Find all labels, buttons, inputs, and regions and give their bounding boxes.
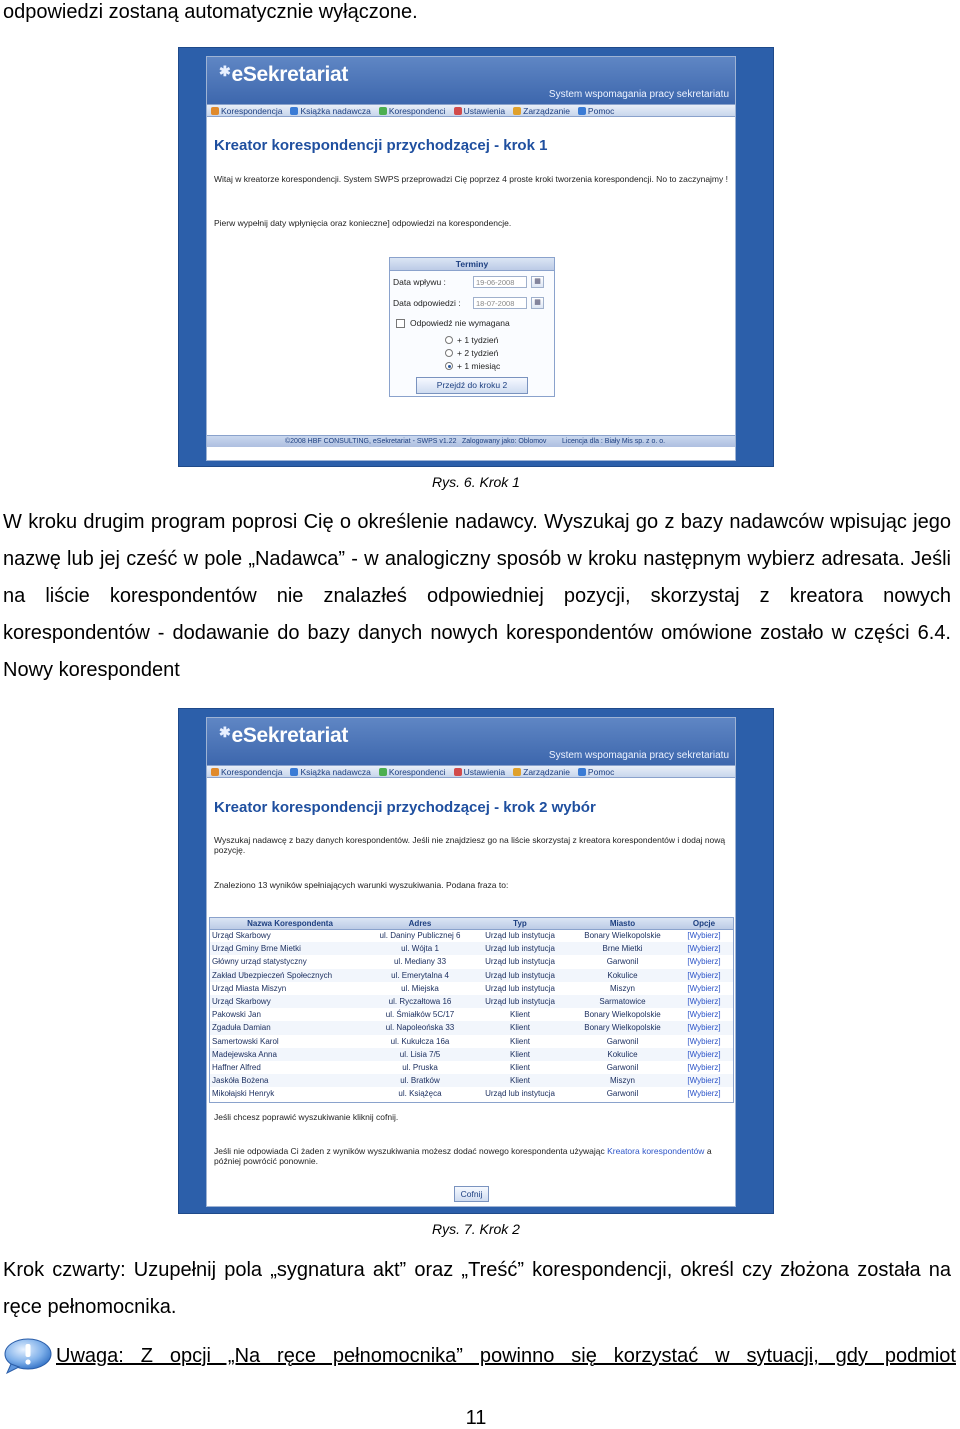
select-link[interactable]: [Wybierz] [687,1010,721,1020]
footer-copyright: ©2008 HBF CONSULTING, eSekretariat - SWPS v1.22 [285,438,457,445]
radio-2-weeks[interactable] [445,349,453,357]
table-cell: Mikołajski Henryk [212,1089,275,1099]
app-footer [207,435,735,447]
table-row [210,929,733,942]
body-paragraph: W kroku drugim program poprosi Cię o określenie nadawcy. Wyszukaj go z bazy nadawców wpisując jego nazwę lub jej cześć w pole „Nadawca” - w analogiczny sposób w kroku następnym wybierz adresata. Jeśli na liście korespondentów nie znalazłeś odpowiedniej pozycji, skorzystaj z kreatora nowych korespondentów - dodawanie do bazy danych nowych korespondentów omówione zostało w części 6.4. Nowy korespondent [3,511,951,681]
results-count-text: Znaleziono 13 wyników spełniających warunki wyszukiwania. Podana fraza to: [214,880,509,890]
select-link[interactable]: [Wybierz] [675,995,733,1008]
menu-item[interactable] [379,106,446,116]
app-window [206,56,736,461]
menu-item-label: Zarządzanie [523,766,570,777]
table-cell: Jaskóła Bożena [210,1074,370,1087]
next-step-button[interactable]: Przejdź do kroku 2 [416,377,528,394]
table-cell: Zgaduła Damian [210,1021,370,1034]
calendar-icon[interactable]: ▦ [531,297,544,309]
select-link[interactable]: [Wybierz] [675,1074,733,1087]
table-cell: Garwonil [606,1036,639,1046]
intro-text: Witaj w kreatorze korespondencji. System SWPS przeprowadzi Cię poprzez 4 proste kroki tworzenia korespondencji. No to zaczynajmy ! [214,174,728,184]
table-row [210,1035,733,1048]
note-text: Uwaga: Z opcji „Na ręce pełnomocnika” powinno się korzystać w sytuacji, gdy podmiot [56,1345,956,1367]
table-cell: ul. Książęca [398,1089,442,1099]
menu-item[interactable] [290,767,370,777]
table-cell: Urząd lub instytucja [485,957,555,967]
menu-icon [379,768,387,776]
table-cell: ul. Napoleońska 33 [370,1021,470,1034]
table-row [210,1074,733,1087]
table-cell: Garwonil [606,1062,639,1072]
star-icon: ✱ [219,724,231,740]
date-in-field[interactable]: 19-06-2008 [473,276,527,288]
menu-icon [513,768,521,776]
table-cell: Urząd lub instytucja [470,995,570,1008]
table-cell: Klient [509,1036,530,1046]
star-icon: ✱ [219,63,231,79]
main-menu [207,765,735,778]
select-link[interactable]: [Wybierz] [675,942,733,955]
table-cell: Garwonil [606,957,639,967]
select-link[interactable]: [Wybierz] [687,1036,721,1046]
column-header: Opcje [675,918,733,929]
app-window [206,717,736,1207]
menu-item-label: Korespondenci [388,105,446,116]
table-row [210,955,733,968]
footer-license: Licencja dla : Biały Mis sp. z o. o. [562,438,666,445]
top-line: odpowiedzi zostaną automatycznie wyłączone. [3,1,418,23]
radio-1-month[interactable] [445,362,453,370]
menu-icon [290,107,298,115]
back-button[interactable]: Cofnij [454,1186,489,1202]
select-link[interactable]: [Wybierz] [687,983,721,993]
table-cell: Klient [509,1010,530,1020]
menu-item-label: Ustawienia [463,105,506,116]
table-cell: Kokulice [570,1048,675,1061]
menu-item-label: Pomoc [587,105,615,116]
column-header: Miasto [570,918,675,929]
table-cell: Bonary Wielkopolskie [570,1021,675,1034]
menu-item-label: Książka nadawcza [300,105,371,116]
table-cell: Miszyn [570,1074,675,1087]
menu-item[interactable] [379,767,446,777]
intro-text: Wyszukaj nadawcę z bazy danych korespondentów. Jeśli nie znajdziesz go na liście skorzystaj z kreatora korespondentów i dodaj nową pozycję. [214,835,726,855]
screenshot-krok-1 [178,47,774,467]
select-link[interactable]: [Wybierz] [687,1089,721,1099]
column-header: Typ [470,918,570,929]
wizard-hint-text: Jeśli nie odpowiada Ci żaden z wyników wyszukiwania możesz dodać nowego korespondenta używając Kreatora korespondentów a później powrócić ponownie. [214,1146,712,1166]
table-cell: Bonary Wielkopolskie [584,931,661,941]
table-cell: Sarmatowice [570,995,675,1008]
date-reply-label: Data odpowiedzi : [393,298,461,308]
select-link[interactable]: [Wybierz] [687,931,721,941]
table-cell: Garwonil [606,1089,639,1099]
table-cell: Madejewska Anna [210,1048,370,1061]
table-cell: Miszyn [610,983,635,993]
figure-caption: Rys. 6. Krok 1 [432,474,520,490]
menu-icon [578,107,586,115]
table-row [210,1048,733,1061]
menu-item[interactable] [454,767,506,777]
menu-icon [379,107,387,115]
app-logo: ✱eSekretariat [219,724,349,747]
table-cell: ul. Lisia 7/5 [370,1048,470,1061]
table-cell: ul. Miejska [401,983,439,993]
table-cell: Urząd lub instytucja [485,1089,555,1099]
table-cell: Urząd Miasta Miszyn [212,983,287,993]
menu-item-label: Pomoc [587,766,615,777]
table-row [210,1021,733,1034]
table-cell: Samertowski Karol [212,1036,279,1046]
table-cell: ul. Pruska [402,1062,438,1072]
app-tagline: System wspomagania pracy sekretariatu [548,89,729,100]
body-paragraph: Krok czwarty: Uzupełnij pola „sygnatura akt” oraz „Treść” korespondencji, określ czy złożona została na ręce pełnomocnika. [3,1259,951,1318]
menu-icon [578,768,586,776]
table-row [210,1061,733,1074]
instruction-text: Pierw wypełnij daty wpłynięcia oraz konieczne] odpowiedzi na korespondencje. [214,218,512,228]
calendar-icon[interactable]: ▦ [531,276,544,288]
table-cell: ul. Śmiałków 5C/17 [385,1010,455,1020]
table-cell: Urząd Gminy Brne Mietki [210,942,370,955]
table-cell: Urząd lub instytucja [470,969,570,982]
table-row [210,1087,733,1100]
select-link[interactable]: [Wybierz] [687,1062,721,1072]
table-cell: ul. Wójta 1 [370,942,470,955]
menu-item[interactable] [513,767,570,777]
menu-item[interactable] [211,106,282,116]
table-row [210,995,733,1008]
figure-caption: Rys. 7. Krok 2 [432,1221,520,1237]
menu-icon [211,768,219,776]
table-cell: Klient [470,1074,570,1087]
table-row [210,942,733,955]
table-header-row [210,918,733,929]
table-row [210,982,733,995]
table-cell: ul. Ryczałtowa 16 [370,995,470,1008]
table-cell: Klient [509,1062,530,1072]
table-cell: Urząd Skarbowy [212,931,271,941]
table-cell: Zakład Ubezpieczeń Społecznych [210,969,370,982]
table-cell: ul. Bratków [370,1074,470,1087]
radio-label: + 2 tydzień [457,348,499,358]
info-bubble-icon [3,1338,53,1374]
table-cell: ul. Emerytalna 4 [370,969,470,982]
screenshot-krok-2 [178,708,774,1214]
column-header: Nazwa Korespondenta [210,918,370,929]
menu-item-label: Książka nadawcza [300,766,371,777]
select-link[interactable]: [Wybierz] [675,1021,733,1034]
menu-item[interactable] [454,106,506,116]
table-cell: Klient [470,1021,570,1034]
table-row [210,1008,733,1021]
results-table [210,918,733,1100]
table-cell: Pakowski Jan [212,1010,261,1020]
table-cell: Urząd lub instytucja [470,942,570,955]
select-link[interactable]: [Wybierz] [675,1048,733,1061]
menu-item[interactable] [513,106,570,116]
no-reply-label: Odpowiedź nie wymagana [410,318,510,328]
menu-item[interactable] [578,106,614,116]
menu-icon [211,107,219,115]
menu-item-label: Ustawienia [463,766,506,777]
select-link[interactable]: [Wybierz] [675,969,733,982]
date-in-label: Data wpływu : [393,277,446,287]
menu-icon [454,768,462,776]
menu-item[interactable] [290,106,370,116]
main-menu [207,104,735,117]
menu-item-label: Korespondencja [221,766,283,777]
table-cell: Główny urząd statystyczny [212,957,307,967]
table-cell: ul. Mediany 33 [393,957,447,967]
wizard-link[interactable]: Kreatora korespondentów [607,1146,705,1156]
back-hint-text: Jeśli chcesz poprawić wyszukiwanie kliknij cofnij. [214,1112,399,1122]
table-cell: Urząd lub instytucja [485,983,555,993]
app-header [207,718,735,765]
date-reply-field[interactable]: 18-07-2008 [473,297,527,309]
select-link[interactable]: [Wybierz] [687,957,721,967]
app-tagline: System wspomagania pracy sekretariatu [548,750,729,761]
menu-item[interactable] [578,767,614,777]
app-logo: ✱eSekretariat [219,63,349,86]
page-title: Kreator korespondencji przychodzącej - krok 2 wybór [214,799,596,816]
radio-label: + 1 miesiąc [457,361,501,371]
menu-icon [513,107,521,115]
table-cell: Kokulice [570,969,675,982]
terminy-panel [389,257,555,397]
table-cell: ul. Daniny Publicznej 6 [379,931,461,941]
radio-1-week[interactable] [445,336,453,344]
column-header: Adres [370,918,470,929]
terminy-title: Terminy [390,258,554,271]
no-reply-checkbox[interactable] [396,319,405,328]
menu-item-label: Zarządzanie [523,105,570,116]
footer-user: Zalogowany jako: Oblomov [462,438,547,445]
table-body [210,929,733,1100]
note-block [3,1338,955,1378]
table-cell: Brne Mietki [570,942,675,955]
table-cell: ul. Kukułcza 16a [390,1036,450,1046]
table-cell: Haffner Alfred [212,1062,261,1072]
page-title: Kreator korespondencji przychodzącej - krok 1 [214,137,548,154]
table-cell: Urząd lub instytucja [485,931,555,941]
menu-icon [454,107,462,115]
table-row [210,969,733,982]
table-cell: Bonary Wielkopolskie [584,1010,661,1020]
radio-label: + 1 tydzień [457,335,499,345]
table-cell: Klient [470,1048,570,1061]
menu-item-label: Korespondencja [221,105,283,116]
app-header [207,57,735,104]
menu-icon [290,768,298,776]
page-number: 11 [465,1407,487,1429]
menu-item-label: Korespondenci [388,766,446,777]
menu-item[interactable] [211,767,282,777]
table-cell: Urząd Skarbowy [210,995,370,1008]
